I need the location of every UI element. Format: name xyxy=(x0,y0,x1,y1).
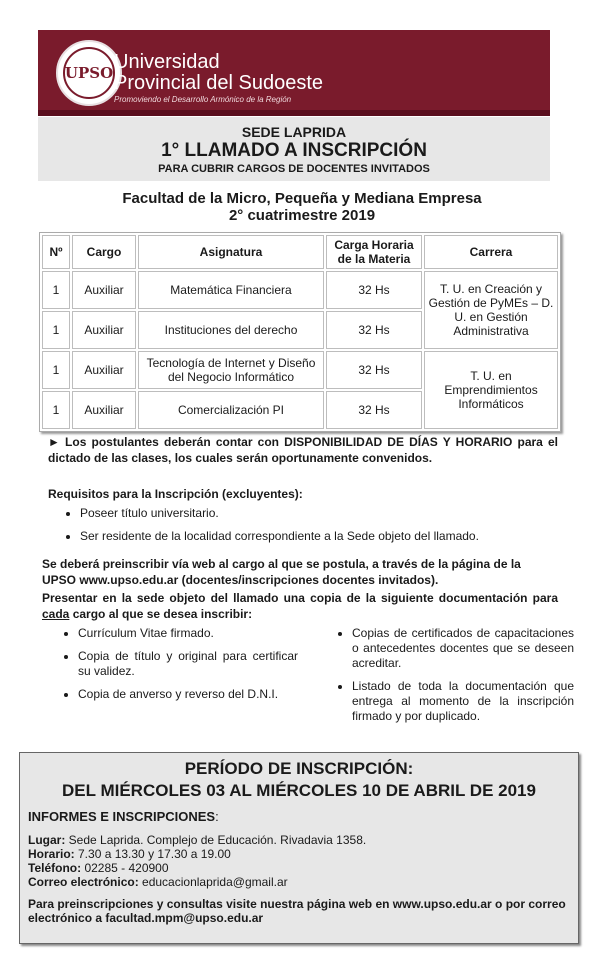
intro-underlined: cada xyxy=(42,607,70,621)
list-item: • Currículum Vitae firmado. xyxy=(78,626,298,641)
contact-correo xyxy=(28,875,288,889)
availability-notice: ► Los postulantes deberán contar con DISPONIBILIDAD DE DÍAS Y HORARIO para el dictado de las clases, los cuales serán oportunamente convenidos. xyxy=(48,435,558,465)
footer-note: Para preinscripciones y consultas visite nuestra página web en www.upso.edu.ar o por correo electrónico a facultad.mpm@upso.edu.ar xyxy=(28,897,566,925)
term: 2° cuatrimestre 2019 xyxy=(228,207,376,224)
correo-value: educacionlaprida@gmail.ar xyxy=(138,875,288,889)
university-name-line1: Universidad xyxy=(114,51,220,73)
cell-asignatura: Matemática Financiera xyxy=(138,271,324,309)
table-row xyxy=(42,351,558,389)
header-cargo: Cargo xyxy=(72,235,136,269)
contact-horario xyxy=(28,847,231,861)
documentation-right-list xyxy=(334,626,574,732)
telefono-label: Teléfono: xyxy=(28,861,82,875)
sede-title: SEDE LAPRIDA xyxy=(241,124,347,140)
documentation-intro xyxy=(42,590,558,622)
list-item: • Listado de toda la documentación que entrega al momento de la inscripción firmado y por duplicado. xyxy=(352,679,574,724)
cell-asignatura: Comercialización PI xyxy=(138,391,324,429)
list-item: • Copia de anverso y reverso del D.N.I. xyxy=(78,687,298,702)
table-row xyxy=(42,271,558,309)
cell-n: 1 xyxy=(42,271,70,309)
cell-carga: 32 Hs xyxy=(326,351,422,389)
header-n: Nº xyxy=(42,235,70,269)
cell-asignatura: Instituciones del derecho xyxy=(138,311,324,349)
telefono-value: 02285 - 420900 xyxy=(81,861,169,875)
intro-text: Presentar en la sede objeto del llamado una copia de la siguiente documentación para xyxy=(42,591,558,605)
university-name-line2: Provincial del Sudoeste xyxy=(114,72,324,94)
intro-text-end: cargo al que se desea inscribir: xyxy=(69,607,253,621)
cell-cargo: Auxiliar xyxy=(72,311,136,349)
registration-period-box xyxy=(19,752,579,944)
header-carga: Carga Horaria de la Materia xyxy=(326,235,422,269)
faculty-name: Facultad de la Micro, Pequeña y Mediana Empresa xyxy=(122,190,482,207)
cell-n: 1 xyxy=(42,351,70,389)
header-carrera: Carrera xyxy=(424,235,558,269)
list-item: • Poseer título universitario. xyxy=(80,506,570,521)
cell-carrera: T. U. en Creación y Gestión de PyMEs – D. U. en Gestión Administrativa xyxy=(424,271,558,349)
lugar-value: Sede Laprida. Complejo de Educación. Rivadavia 1358. xyxy=(65,833,367,847)
requirements-title: Requisitos para la Inscripción (excluyentes): xyxy=(48,487,303,501)
cell-cargo: Auxiliar xyxy=(72,391,136,429)
correo-label: Correo electrónico: xyxy=(28,875,139,889)
banner-stripe xyxy=(38,110,550,116)
period-dates: DEL MIÉRCOLES 03 AL MIÉRCOLES 10 DE ABRIL DE 2019 xyxy=(62,781,536,800)
informes-title-line xyxy=(28,810,219,824)
cell-n: 1 xyxy=(42,391,70,429)
horario-label: Horario: xyxy=(28,847,75,861)
cell-carga: 32 Hs xyxy=(326,311,422,349)
requirements-list xyxy=(62,506,570,552)
cell-cargo: Auxiliar xyxy=(72,271,136,309)
documentation-left-list xyxy=(60,626,298,710)
header-banner xyxy=(38,30,550,116)
informes-colon: : xyxy=(215,809,219,824)
university-tagline: Promoviendo el Desarrollo Armónico de la Región xyxy=(114,95,292,104)
informes-title: INFORMES E INSCRIPCIONES xyxy=(28,809,216,824)
list-item: • Copia de título y original para certificar su validez. xyxy=(78,649,298,679)
cell-carrera: T. U. en Emprendimientos Informáticos xyxy=(424,351,558,429)
horario-value: 7.30 a 13.30 y 17.30 a 19.00 xyxy=(74,847,231,861)
cell-asignatura: Tecnología de Internet y Diseño del Negocio Informático xyxy=(138,351,324,389)
title-box xyxy=(38,117,550,181)
positions-table xyxy=(39,232,561,432)
llamado-title: 1° LLAMADO A INSCRIPCIÓN xyxy=(161,140,427,161)
preinscription-text: Se deberá preinscribir vía web al cargo al que se postula, a través de la página de la UPSO www.upso.edu.ar (docentes/inscripciones docentes invitados). xyxy=(42,557,521,587)
contact-lugar xyxy=(28,833,366,847)
university-logo xyxy=(56,40,122,106)
period-title: PERÍODO DE INSCRIPCIÓN: xyxy=(184,759,414,778)
contact-telefono xyxy=(28,861,169,875)
subtitle: PARA CUBRIR CARGOS DE DOCENTES INVITADOS xyxy=(158,163,430,175)
table-header-row xyxy=(42,235,558,269)
logo-text: UPSO xyxy=(63,47,115,99)
header-asignatura: Asignatura xyxy=(138,235,324,269)
list-item: • Copias de certificados de capacitaciones o antecedentes docentes que se deseen acreditar. xyxy=(352,626,574,671)
cell-carga: 32 Hs xyxy=(326,391,422,429)
cell-n: 1 xyxy=(42,311,70,349)
list-item: • Ser residente de la localidad correspondiente a la Sede objeto del llamado. xyxy=(80,529,570,544)
cell-carga: 32 Hs xyxy=(326,271,422,309)
lugar-label: Lugar: xyxy=(28,833,66,847)
cell-cargo: Auxiliar xyxy=(72,351,136,389)
